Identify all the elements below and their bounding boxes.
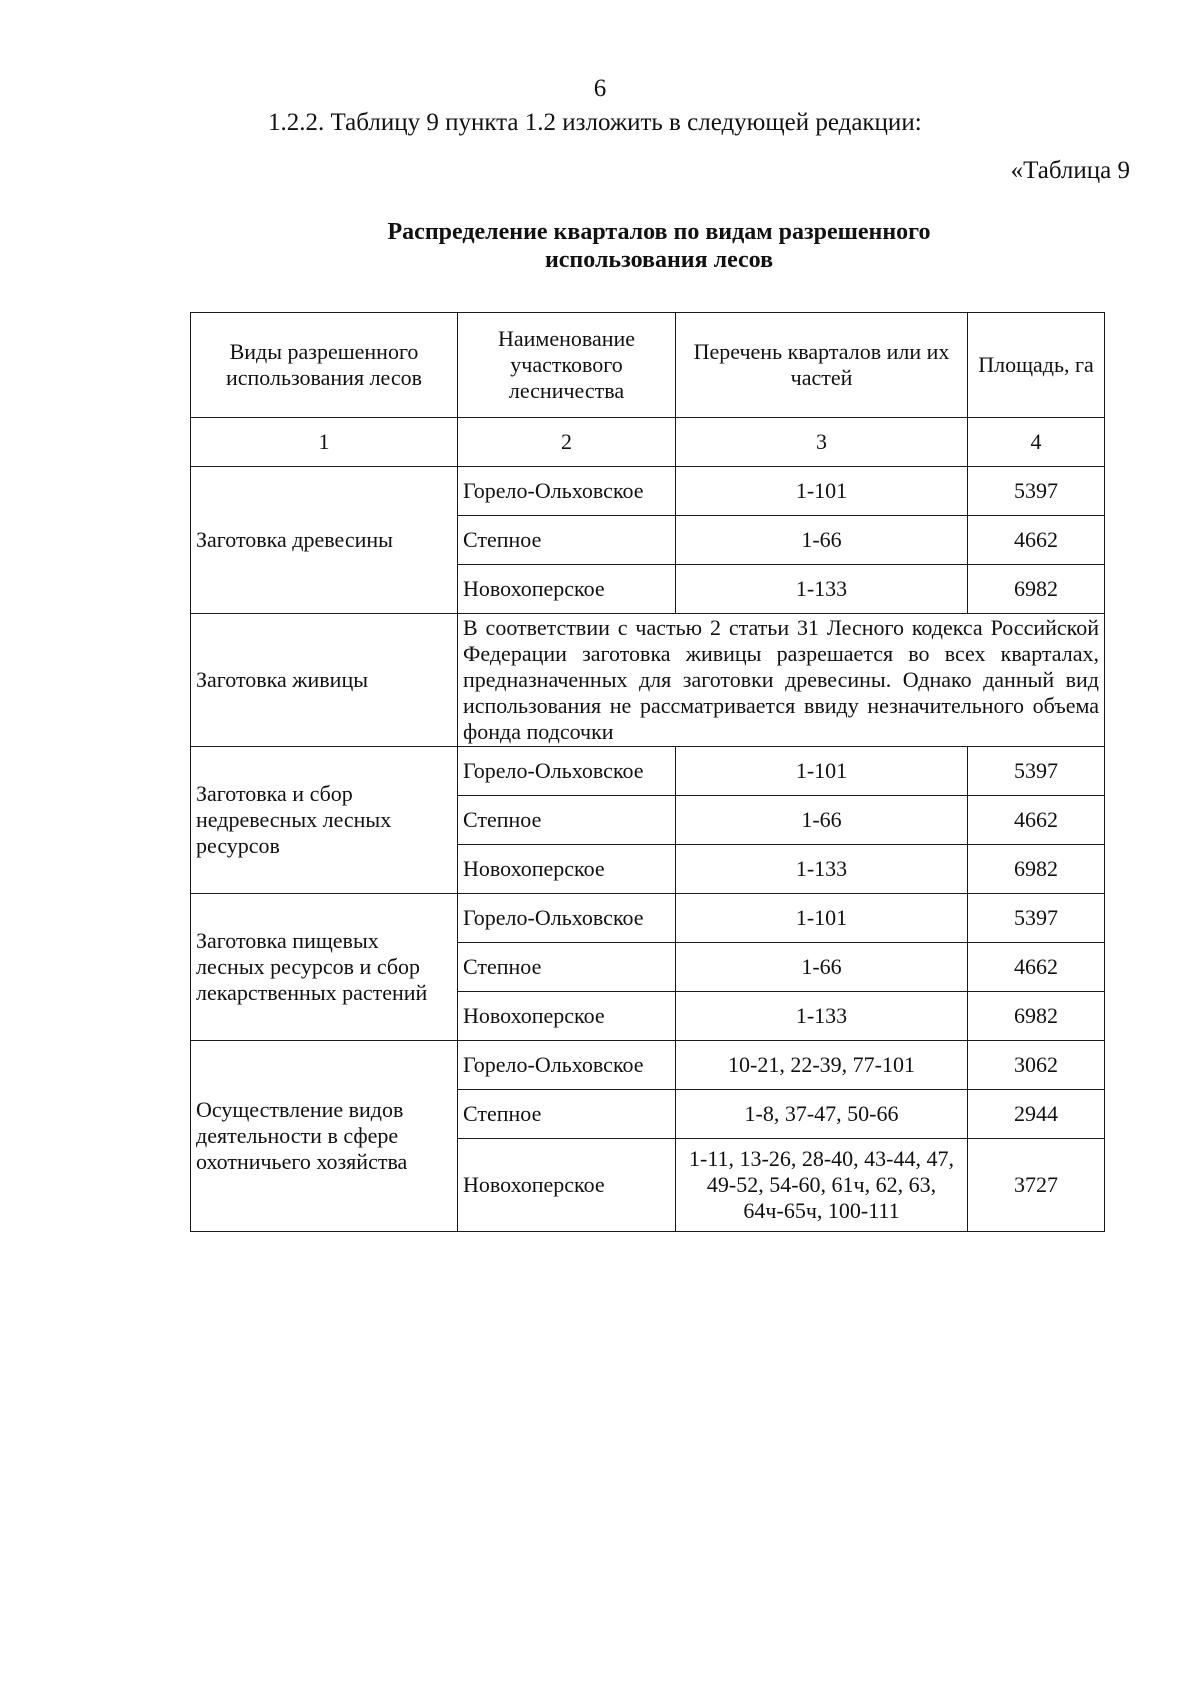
column-number: 2 bbox=[458, 418, 676, 467]
forestry-cell: Степное bbox=[458, 943, 676, 992]
quarters-cell: 1-66 bbox=[676, 796, 968, 845]
quarters-cell: 1-66 bbox=[676, 943, 968, 992]
table-row bbox=[191, 614, 1105, 747]
table-title-line: Распределение кварталов по видам разрешенного bbox=[387, 219, 931, 245]
use-kind-cell: Осуществление видов деятельности в сфере охотничьего хозяйства bbox=[191, 1041, 458, 1232]
forestry-cell: Горело-Ольховское bbox=[458, 747, 676, 796]
forestry-cell: Новохоперское bbox=[458, 845, 676, 894]
forestry-cell: Горело-Ольховское bbox=[458, 467, 676, 516]
forestry-cell: Степное bbox=[458, 796, 676, 845]
table-row bbox=[191, 467, 1105, 516]
column-number-row bbox=[191, 418, 1105, 467]
table-header-row bbox=[191, 313, 1105, 418]
table-reference: «Таблица 9 bbox=[1010, 157, 1130, 184]
table-row bbox=[191, 894, 1105, 943]
area-cell: 4662 bbox=[968, 943, 1105, 992]
forestry-cell: Новохоперское bbox=[458, 992, 676, 1041]
area-cell: 3727 bbox=[968, 1139, 1105, 1232]
area-cell: 3062 bbox=[968, 1041, 1105, 1090]
quarters-cell: 1-101 bbox=[676, 747, 968, 796]
forestry-cell: Горело-Ольховское bbox=[458, 1041, 676, 1090]
header-forestry: Наименование участкового лесничества bbox=[458, 313, 676, 418]
table-row bbox=[191, 747, 1105, 796]
header-use-kind: Виды разрешенного использования лесов bbox=[191, 313, 458, 418]
area-cell: 5397 bbox=[968, 747, 1105, 796]
column-number: 3 bbox=[676, 418, 968, 467]
quarters-cell: 10-21, 22-39, 77-101 bbox=[676, 1041, 968, 1090]
area-cell: 4662 bbox=[968, 516, 1105, 565]
intro-paragraph: 1.2.2. Таблицу 9 пункта 1.2 изложить в следующей редакции: bbox=[268, 109, 922, 136]
quarters-cell: 1-8, 37-47, 50-66 bbox=[676, 1090, 968, 1139]
quarters-cell: 1-133 bbox=[676, 565, 968, 614]
quarters-cell: 1-11, 13-26, 28-40, 43-44, 47, 49-52, 54-60, 61ч, 62, 63, 64ч-65ч, 100-111 bbox=[676, 1139, 968, 1232]
header-quarters: Перечень кварталов или их частей bbox=[676, 313, 968, 418]
header-area: Площадь, га bbox=[968, 313, 1105, 418]
quarters-cell: 1-133 bbox=[676, 845, 968, 894]
forestry-cell: Новохоперское bbox=[458, 565, 676, 614]
use-kind-cell: Заготовка живицы bbox=[191, 614, 458, 747]
table-row bbox=[191, 1041, 1105, 1090]
use-kind-cell: Заготовка древесины bbox=[191, 467, 458, 614]
forestry-cell: Горело-Ольховское bbox=[458, 894, 676, 943]
area-cell: 5397 bbox=[968, 467, 1105, 516]
forestry-cell: Степное bbox=[458, 516, 676, 565]
area-cell: 6982 bbox=[968, 565, 1105, 614]
table-title bbox=[0, 218, 1200, 274]
quarters-cell: 1-66 bbox=[676, 516, 968, 565]
quarters-cell: 1-133 bbox=[676, 992, 968, 1041]
forestry-cell: Новохоперское bbox=[458, 1139, 676, 1232]
quarters-cell: 1-101 bbox=[676, 894, 968, 943]
area-cell: 6982 bbox=[968, 992, 1105, 1041]
note-cell: В соответствии с частью 2 статьи 31 Лесного кодекса Российской Федерации заготовка живицы разрешается во всех кварталах, предназначенных для заготовки древесины. Однако данный вид использования не рассматривается ввиду незначительного объема фонда подсочки bbox=[458, 614, 1105, 747]
use-kind-cell: Заготовка пищевых лесных ресурсов и сбор лекарственных растений bbox=[191, 894, 458, 1041]
quarters-cell: 1-101 bbox=[676, 467, 968, 516]
column-number: 1 bbox=[191, 418, 458, 467]
area-cell: 5397 bbox=[968, 894, 1105, 943]
forest-use-table bbox=[190, 312, 1105, 1232]
forestry-cell: Степное bbox=[458, 1090, 676, 1139]
area-cell: 2944 bbox=[968, 1090, 1105, 1139]
column-number: 4 bbox=[968, 418, 1105, 467]
use-kind-cell: Заготовка и сбор недревесных лесных ресурсов bbox=[191, 747, 458, 894]
page-number: 6 bbox=[593, 75, 607, 102]
area-cell: 4662 bbox=[968, 796, 1105, 845]
table-title-line: использования лесов bbox=[544, 247, 774, 273]
area-cell: 6982 bbox=[968, 845, 1105, 894]
